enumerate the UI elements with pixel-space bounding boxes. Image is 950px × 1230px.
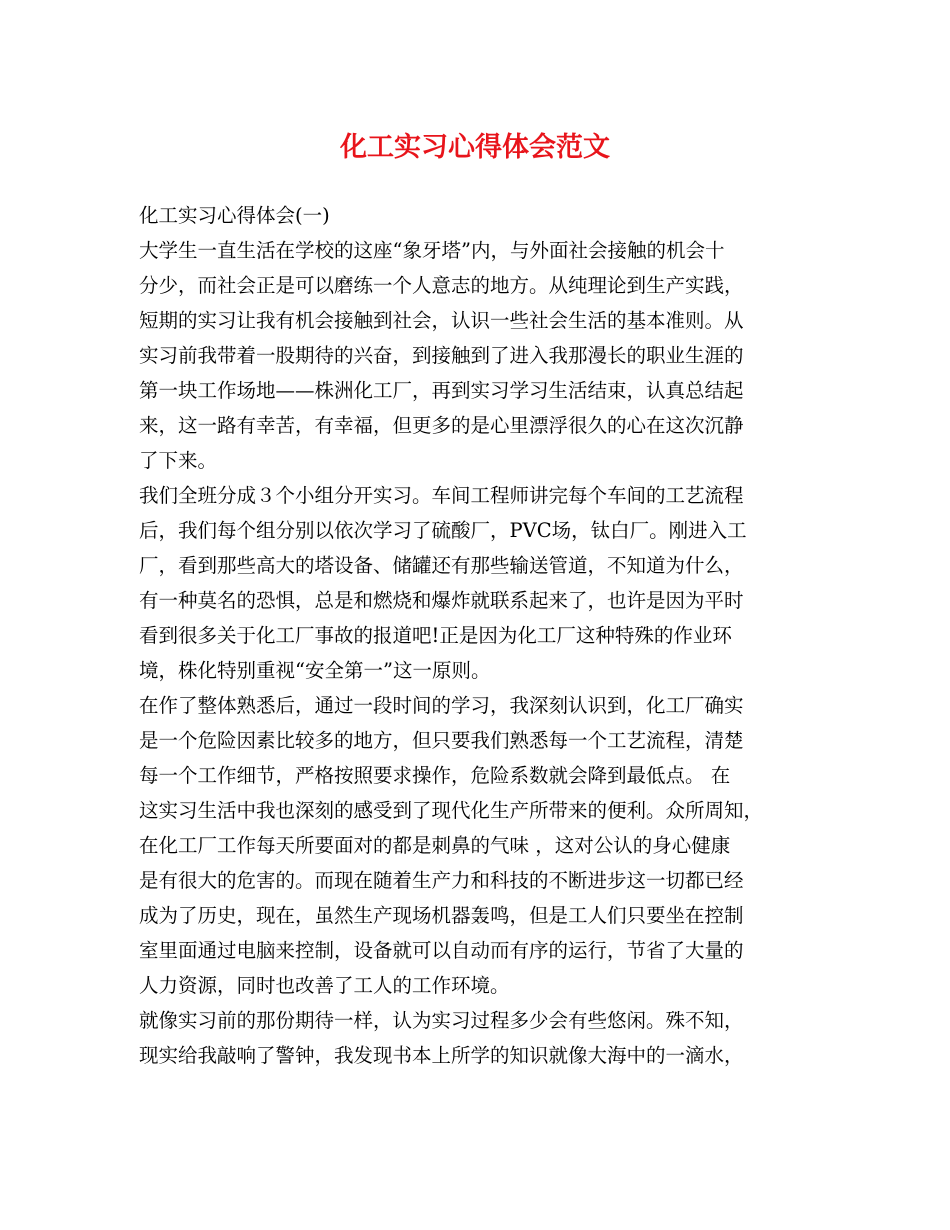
text-line: 每一个工作细节，严格按照要求操作，危险系数就会降到最低点。 在 [139, 764, 731, 787]
text-line: 室里面通过电脑来控制，设备就可以自动而有序的运行，节省了大量的 [139, 939, 744, 962]
text-line: 了下来。 [139, 449, 218, 472]
text-line: 后，我们每个组分别以依次学习了硫酸厂，PVC场，钛白厂。刚进入工 [139, 519, 747, 542]
text-line: 就像实习前的那份期待一样，认为实习过程多少会有些悠闲。殊不知， [139, 1009, 744, 1032]
text-line: 现实给我敲响了警钟，我发现书本上所学的知识就像大海中的一滴水， [139, 1044, 744, 1067]
document-title: 化工实习心得体会范文 [340, 132, 610, 163]
section-heading: 化工实习心得体会(一) [139, 204, 330, 227]
text-line: 这实习生活中我也深刻的感受到了现代化生产所带来的便利。众所周知， [139, 799, 764, 822]
text-line: 分少，而社会正是可以磨练一个人意志的地方。从纯理论到生产实践， [139, 274, 744, 297]
text-line: 境，株化特别重视“安全第一”这一原则。 [139, 659, 491, 682]
text-line: 在作了整体熟悉后，通过一段时间的学习，我深刻认识到，化工厂确实 [139, 694, 744, 717]
text-line: 是一个危险因素比较多的地方，但只要我们熟悉每一个工艺流程，清楚 [139, 729, 744, 752]
text-line: 是有很大的危害的。而现在随着生产力和科技的不断进步这一切都已经 [139, 869, 744, 892]
text-line: 人力资源，同时也改善了工人的工作环境。 [139, 974, 510, 997]
text-line: 大学生一直生活在学校的这座“象牙塔”内，与外面社会接触的机会十 [139, 239, 725, 262]
text-line: 第一块工作场地——株洲化工厂，再到实习学习生活结束，认真总结起 [139, 379, 744, 402]
text-line: 我们全班分成３个小组分开实习。车间工程师讲完每个车间的工艺流程 [139, 484, 744, 507]
text-line: 短期的实习让我有机会接触到社会，认识一些社会生活的基本准则。从 [139, 309, 744, 332]
text-line: 在化工厂工作每天所要面对的都是刺鼻的气味 ，这对公认的身心健康 [139, 834, 731, 857]
document-body [139, 198, 819, 1073]
text-line: 实习前我带着一股期待的兴奋，到接触到了进入我那漫长的职业生涯的 [139, 344, 744, 367]
text-line: 有一种莫名的恐惧，总是和燃烧和爆炸就联系起来了，也许是因为平时 [139, 589, 744, 612]
text-line: 看到很多关于化工厂事故的报道吧!正是因为化工厂这种特殊的作业环 [139, 624, 732, 647]
text-line: 来，这一路有幸苦，有幸福，但更多的是心里漂浮很久的心在这次沉静 [139, 414, 744, 437]
text-line: 成为了历史，现在，虽然生产现场机器轰鸣，但是工人们只要坐在控制 [139, 904, 744, 927]
text-line: 厂，看到那些高大的塔设备、储罐还有那些输送管道，不知道为什么， [139, 554, 744, 577]
